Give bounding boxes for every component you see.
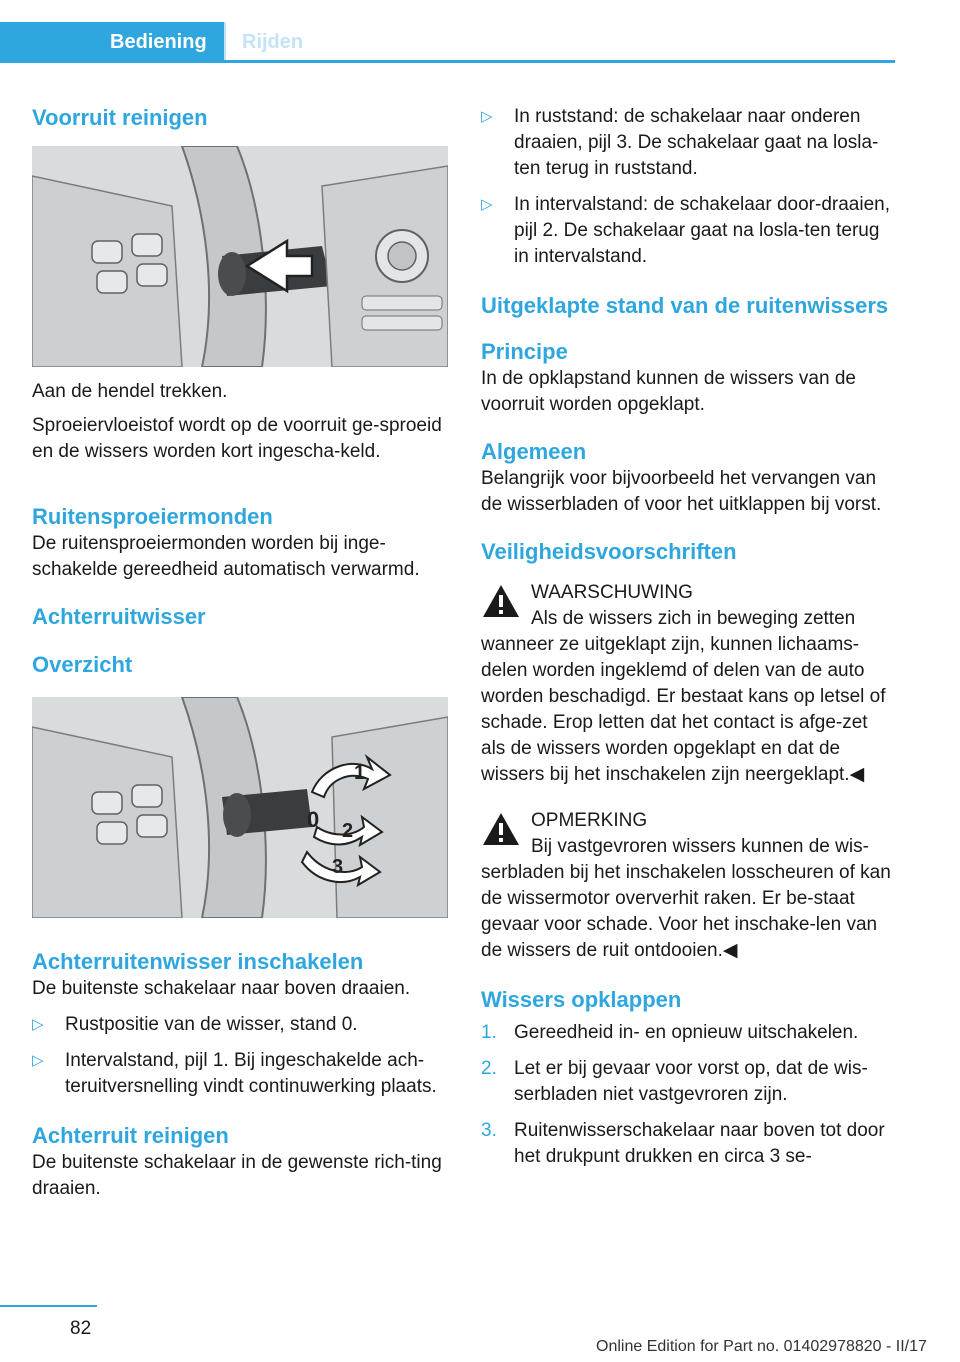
text-achterruit-reinigen: De buitenste schakelaar in de gewenste rich-ting draaien. xyxy=(32,1152,442,1199)
text-sproeier: Sproeiervloeistof wordt op de voorruit ge-sproeid en de wissers worden kort ingescha-keld. xyxy=(32,415,442,462)
tab-bediening[interactable] xyxy=(0,22,224,63)
step-number: 1. xyxy=(481,1022,497,1043)
step-text: Gereedheid in- en opnieuw uitschakelen. xyxy=(514,1022,859,1043)
figure-label-3: 3 xyxy=(332,856,344,878)
page-number: 82 xyxy=(70,1318,92,1339)
tab-bediening-label: Bediening xyxy=(110,31,207,53)
list-item xyxy=(481,1118,896,1170)
list-item xyxy=(481,1020,896,1046)
list-item xyxy=(32,1012,448,1038)
heading-principe: Principe xyxy=(481,339,568,364)
warning-triangle-icon xyxy=(481,583,521,619)
heading-veiligheidsvoorschriften: Veiligheidsvoorschriften xyxy=(481,539,737,564)
heading-uitgeklapt: Uitgeklapte stand van de ruitenwissers xyxy=(481,293,889,318)
step-text: Let er bij gevaar voor vorst op, dat de wis-serbladen niet vastgevroren zijn. xyxy=(514,1058,868,1105)
triangle-bullet-icon: ▷ xyxy=(481,108,493,125)
triangle-bullet-icon: ▷ xyxy=(32,1052,44,1069)
list-item-text: In ruststand: de schakelaar naar onderen draaien, pijl 3. De schakelaar gaat na losla-ten terug in ruststand. xyxy=(514,106,879,179)
heading-inschakelen: Achterruitenwisser inschakelen xyxy=(32,949,364,974)
tab-rijden[interactable]: Rijden xyxy=(242,31,304,53)
rear-wiper-illustration xyxy=(32,697,448,918)
triangle-bullet-icon: ▷ xyxy=(32,1016,44,1033)
header-rule xyxy=(0,60,895,63)
text-buitenste: De buitenste schakelaar naar boven draaien. xyxy=(32,978,411,999)
list-item xyxy=(481,104,896,182)
figure-label-0: 0 xyxy=(307,807,320,832)
wiper-stalk-illustration xyxy=(32,146,448,367)
heading-algemeen: Algemeen xyxy=(481,439,587,464)
warning-box xyxy=(481,580,896,788)
heading-ruitensproeiermonden: Ruitensproeiermonden xyxy=(32,504,273,529)
edition-note: Online Edition for Part no. 01402978820 - II/17 xyxy=(596,1338,927,1355)
note-box xyxy=(481,808,896,964)
step-number: 3. xyxy=(481,1120,497,1141)
note-text: Bij vastgevroren wissers kunnen de wis-serbladen bij het inschakelen losscheuren of kan de wissermotor oververhit raken. Er be-staat gevaar voor schade. Voor het inschake-len van de wissers de ruit ontdooien.◀ xyxy=(481,836,891,961)
list-item xyxy=(481,192,896,270)
text-algemeen: Belangrijk voor bijvoorbeeld het vervangen van de wisserbladen of voor het uitklappen bij vorst. xyxy=(481,468,882,515)
note-title: OPMERKING xyxy=(531,810,648,831)
heading-achterruit-reinigen: Achterruit reinigen xyxy=(32,1123,229,1148)
figure-label-2: 2 xyxy=(342,820,354,842)
left-column xyxy=(32,96,448,1202)
heading-voorruit-reinigen: Voorruit reinigen xyxy=(32,105,208,130)
heading-wissers-opklappen: Wissers opklappen xyxy=(481,987,682,1012)
triangle-bullet-icon: ▷ xyxy=(481,196,493,213)
right-column xyxy=(481,96,896,1170)
step-number: 2. xyxy=(481,1058,497,1079)
list-item-text: Rustpositie van de wisser, stand 0. xyxy=(65,1014,358,1035)
heading-overzicht: Overzicht xyxy=(32,652,133,677)
text-principe: In de opklapstand kunnen de wissers van de voorruit worden opgeklapt. xyxy=(481,368,856,415)
list-item-text: In intervalstand: de schakelaar door-draaien, pijl 2. De schakelaar gaat na losla-ten terug in intervalstand. xyxy=(514,194,891,267)
step-text: Ruitenwisserschakelaar naar boven tot door het drukpunt drukken en circa 3 se- xyxy=(514,1120,885,1167)
text-monden: De ruitensproeiermonden worden bij inge-schakelde gereedheid automatisch verwarmd. xyxy=(32,533,420,580)
figure-label-1: 1 xyxy=(354,762,366,784)
figure-wiper-stalk-pull xyxy=(32,146,448,367)
list-item xyxy=(32,1048,448,1100)
heading-achterruitwisser: Achterruitwisser xyxy=(32,604,206,629)
warning-triangle-icon xyxy=(481,811,521,847)
warning-title: WAARSCHUWING xyxy=(531,582,693,603)
list-item xyxy=(481,1056,896,1108)
figure-rear-wiper-switch xyxy=(32,697,448,918)
tab-separator xyxy=(224,22,226,63)
list-item-text: Intervalstand, pijl 1. Bij ingeschakelde ach-teruitversnelling vindt continuwerking plaats. xyxy=(65,1050,437,1097)
text-hendel: Aan de hendel trekken. xyxy=(32,381,228,402)
footer-rule xyxy=(0,1305,97,1307)
warning-text: Als de wissers zich in beweging zetten wanneer ze uitgeklapt zijn, kunnen lichaams-delen worden ingeklemd of delen van de auto worden beschadigd. Er bestaat kans op letsel of schade. Erop letten dat het contact is afge-zet als de wissers worden opgeklapt en dat de wissers bij het inschakelen zijn neergeklapt.◀ xyxy=(481,608,886,785)
